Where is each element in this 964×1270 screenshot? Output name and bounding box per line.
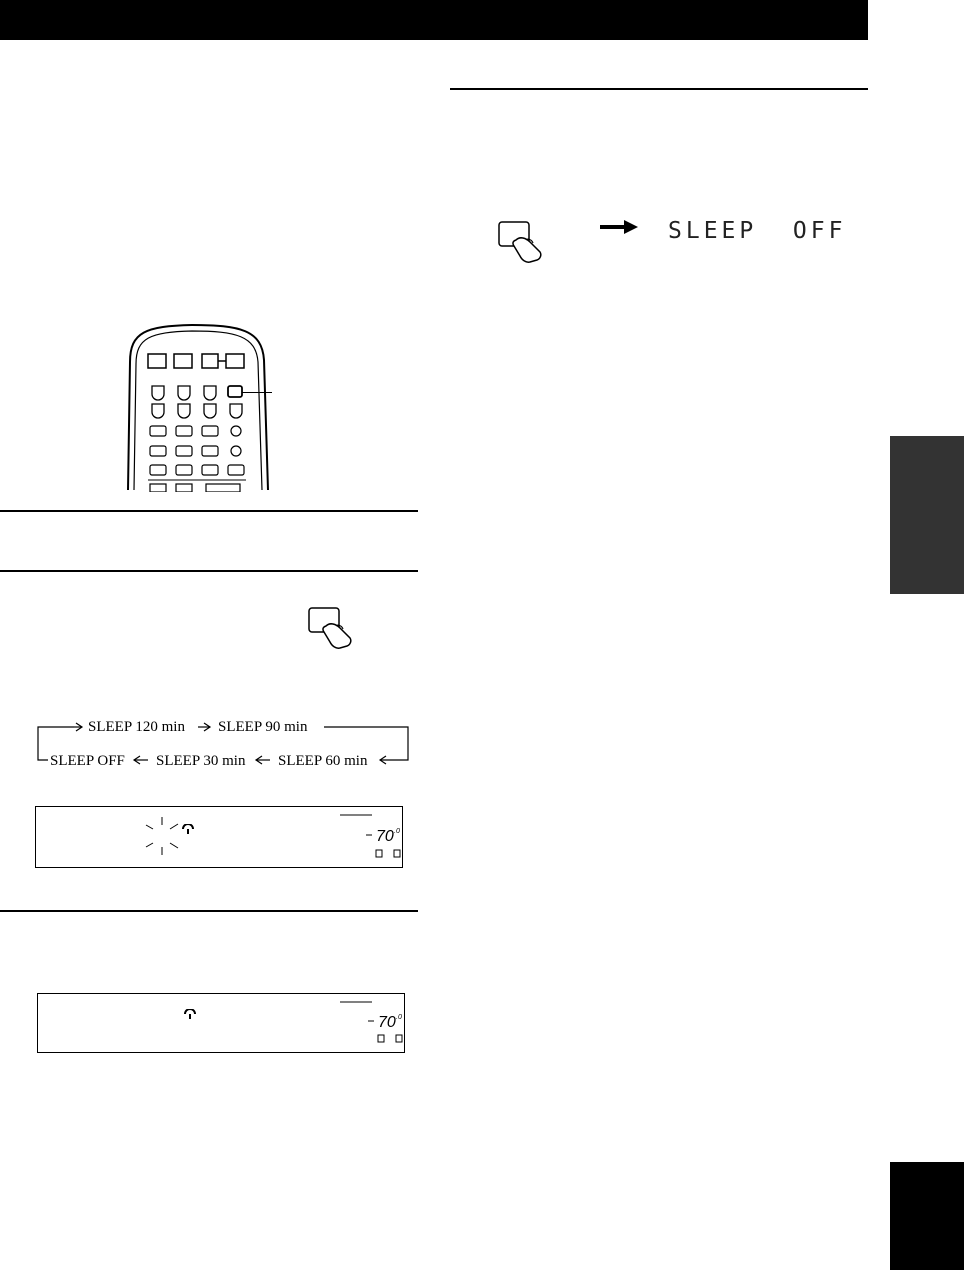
sequence-item: SLEEP 120 min xyxy=(88,719,185,735)
sleep-indicator-icon xyxy=(182,821,194,831)
svg-text:70: 70 xyxy=(378,1014,396,1031)
sleep-sequence-diagram xyxy=(34,716,414,774)
section-rule-right xyxy=(450,88,868,90)
sequence-item: SLEEP 60 min xyxy=(278,753,368,769)
section-rule-3 xyxy=(0,910,418,912)
sleep-key-callout-line xyxy=(242,392,272,393)
side-tab-section xyxy=(890,436,964,594)
remote-control-illustration xyxy=(122,322,282,492)
hand-press-icon xyxy=(306,604,362,652)
side-tab-language xyxy=(890,1162,964,1270)
sequence-item: SLEEP OFF xyxy=(50,753,125,769)
section-rule-1 xyxy=(0,510,418,512)
svg-text:70: 70 xyxy=(376,828,394,845)
front-panel-display xyxy=(37,993,405,1053)
front-panel-display xyxy=(35,806,403,868)
svg-text:.0: .0 xyxy=(394,828,400,835)
sequence-item: SLEEP 90 min xyxy=(218,719,308,735)
sleep-indicator-icon xyxy=(184,1006,196,1016)
display-readout: SLEEP OFF xyxy=(668,218,847,244)
svg-text:.0: .0 xyxy=(396,1014,402,1021)
hand-press-icon xyxy=(496,218,552,266)
sequence-item: SLEEP 30 min xyxy=(156,753,246,769)
header-bar xyxy=(0,0,868,40)
section-rule-2 xyxy=(0,570,418,572)
right-arrow-icon xyxy=(600,220,640,234)
